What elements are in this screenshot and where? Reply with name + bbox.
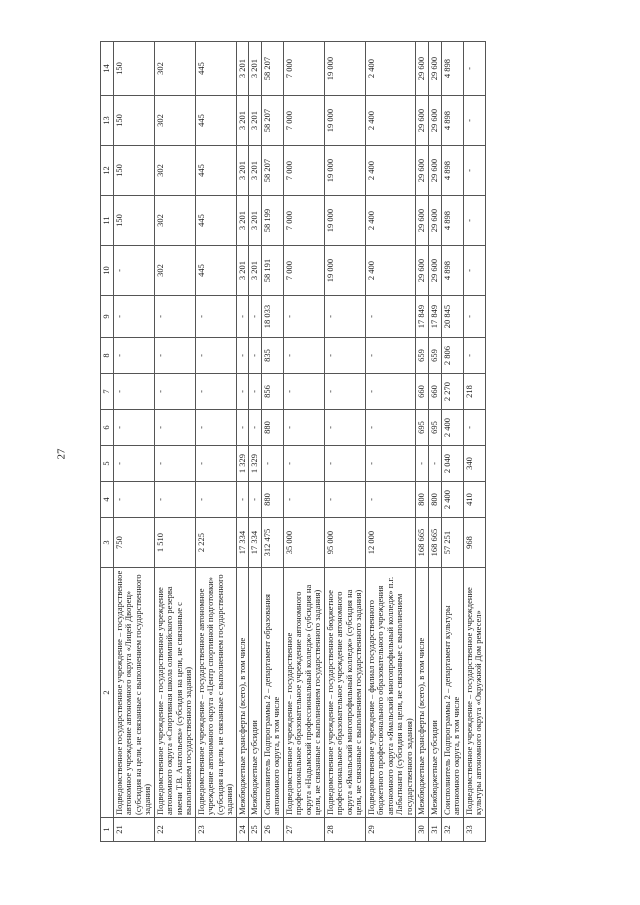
column-header: 2 [101,568,114,818]
value-cell: 7 000 [283,146,324,196]
row-number: 21 [113,818,154,842]
table-row [261,42,283,842]
column-header: 11 [101,196,114,246]
value-cell: - [428,446,441,482]
row-name: Межбюджетные трансферты (всего), в том числе [416,568,429,818]
value-cell: 20 845 [441,296,463,338]
value-cell: 445 [195,146,236,196]
value-cell: - [249,482,262,518]
value-cell: - [365,482,416,518]
value-cell: - [463,196,485,246]
value-cell: 19 000 [324,42,365,96]
value-cell: - [365,338,416,374]
value-cell: 3 201 [249,146,262,196]
value-cell: 2 225 [195,518,236,568]
value-cell: 3 201 [236,42,249,96]
value-cell: 660 [416,374,429,410]
value-cell: 150 [113,96,154,146]
table-row [428,42,441,842]
value-cell: - [236,374,249,410]
column-header: 4 [101,482,114,518]
value-cell: - [249,410,262,446]
value-cell: 150 [113,146,154,196]
table-row [249,42,262,842]
value-cell: 58 207 [261,42,283,96]
value-cell: 659 [428,338,441,374]
value-cell: 58 207 [261,146,283,196]
value-cell: 1 329 [249,446,262,482]
value-cell: 445 [195,96,236,146]
value-cell: 35 000 [283,518,324,568]
value-cell: - [365,374,416,410]
value-cell: 29 600 [416,96,429,146]
value-cell: - [324,338,365,374]
value-cell: 3 201 [236,146,249,196]
value-cell: - [463,96,485,146]
row-number: 23 [195,818,236,842]
value-cell: 4 898 [441,146,463,196]
table-row [441,42,463,842]
budget-table [100,41,486,842]
value-cell: - [113,246,154,296]
value-cell: - [236,338,249,374]
value-cell: - [365,296,416,338]
row-name: Подведомственное учреждение – филиал государственного бюджетного профессионального образовательного учреждения автономного округа «Ямальский многопрофильный колледж» п.г. Лабытнанги (субсидия на цели, не связанные с выполнением государственного задания) [365,568,416,818]
value-cell: 968 [463,518,485,568]
value-cell: - [195,482,236,518]
value-cell: - [463,296,485,338]
value-cell: 659 [416,338,429,374]
value-cell: - [324,296,365,338]
column-header: 14 [101,42,114,96]
row-name: Соисполнитель Подпрограммы 2 – департамент культуры автономного округа, в том числе [441,568,463,818]
value-cell: - [236,296,249,338]
value-cell: 29 600 [428,96,441,146]
value-cell: 58 199 [261,196,283,246]
value-cell: 58 191 [261,246,283,296]
table-row [365,42,416,842]
row-name: Подведомственное учреждение – государственное учреждение автономного округа «Спортивная школа олимпийского резерва имени Т.В. Анатольева» (субсидия на цели, не связанные с выполнением государственного задания) [154,568,195,818]
value-cell: 4 898 [441,42,463,96]
row-number: 27 [283,818,324,842]
value-cell: 695 [428,410,441,446]
value-cell: 29 600 [416,196,429,246]
value-cell: 218 [463,374,485,410]
value-cell: 2 400 [441,410,463,446]
value-cell: - [283,338,324,374]
row-name: Соисполнитель Подпрограммы 2 – департамент образования автономного округа, в том числе [261,568,283,818]
value-cell: - [154,296,195,338]
value-cell: 302 [154,196,195,246]
value-cell: - [195,410,236,446]
value-cell: - [463,146,485,196]
value-cell: 168 665 [428,518,441,568]
row-number: 28 [324,818,365,842]
value-cell: 856 [261,374,283,410]
header-row [101,42,114,842]
row-number: 26 [261,818,283,842]
value-cell: 660 [428,374,441,410]
value-cell: - [324,446,365,482]
value-cell: - [236,410,249,446]
table-row [416,42,429,842]
value-cell: 7 000 [283,196,324,246]
table-row [236,42,249,842]
value-cell: 445 [195,42,236,96]
value-cell: 150 [113,42,154,96]
value-cell: 3 201 [249,246,262,296]
value-cell: 2 400 [365,146,416,196]
row-name: Подведомственное государственное учреждение – государственное автономное учреждение автономного округа «Лицей Дворец» (субсидия на цели, не связанные с выполнением государственного задания) [113,568,154,818]
column-header: 6 [101,410,114,446]
value-cell: 19 000 [324,96,365,146]
table-row [324,42,365,842]
value-cell: - [463,246,485,296]
value-cell: - [195,446,236,482]
value-cell: 2 400 [365,96,416,146]
table-row [195,42,236,842]
column-header: 9 [101,296,114,338]
column-header: 7 [101,374,114,410]
row-number: 25 [249,818,262,842]
row-number: 33 [463,818,485,842]
value-cell: - [249,374,262,410]
value-cell: - [113,338,154,374]
column-header: 10 [101,246,114,296]
value-cell: - [154,338,195,374]
table-row [463,42,485,842]
column-header: 12 [101,146,114,196]
value-cell: 17 849 [428,296,441,338]
value-cell: - [324,410,365,446]
value-cell: 4 898 [441,196,463,246]
value-cell: 12 000 [365,518,416,568]
value-cell: - [365,446,416,482]
table-row [283,42,324,842]
value-cell: 4 898 [441,96,463,146]
value-cell: 7 000 [283,96,324,146]
value-cell: 800 [428,482,441,518]
value-cell: 17 334 [236,518,249,568]
value-cell: 302 [154,96,195,146]
value-cell: - [154,410,195,446]
value-cell: 2 040 [441,446,463,482]
value-cell: 29 600 [428,246,441,296]
value-cell: - [416,446,429,482]
column-header: 5 [101,446,114,482]
table-row [154,42,195,842]
value-cell: 1 329 [236,446,249,482]
value-cell: - [113,296,154,338]
row-name: Подведомственное учреждение – государственное бюджетное профессиональное образовательное учреждение автономного округа «Ямальский многопрофильный колледж» (субсидия на цели, не связанные с выполнением государственного задания) [324,568,365,818]
table-body [113,42,485,842]
value-cell: - [324,374,365,410]
value-cell: 18 033 [261,296,283,338]
value-cell: 695 [416,410,429,446]
value-cell: - [365,410,416,446]
value-cell: 3 201 [249,42,262,96]
value-cell: 3 201 [236,196,249,246]
value-cell: 29 600 [416,246,429,296]
value-cell: 445 [195,246,236,296]
row-number: 22 [154,818,195,842]
value-cell: - [195,296,236,338]
value-cell: - [283,482,324,518]
value-cell: - [113,482,154,518]
column-header: 3 [101,518,114,568]
value-cell: 2 270 [441,374,463,410]
value-cell: - [283,446,324,482]
value-cell: 29 600 [428,196,441,246]
value-cell: 29 600 [416,42,429,96]
value-cell: - [154,482,195,518]
column-header: 13 [101,96,114,146]
page-number: 27 [55,448,68,460]
value-cell: - [283,374,324,410]
value-cell: 17 334 [249,518,262,568]
row-number: 29 [365,818,416,842]
value-cell: 2 400 [441,482,463,518]
value-cell: - [324,482,365,518]
value-cell: - [249,296,262,338]
value-cell: - [463,338,485,374]
rotated-table-container [100,42,540,842]
row-name: Межбюджетные трансферты (всего), в том числе [236,568,249,818]
value-cell: 168 665 [416,518,429,568]
value-cell: 4 898 [441,246,463,296]
value-cell: 19 000 [324,146,365,196]
value-cell: 3 201 [249,96,262,146]
value-cell: 312 475 [261,518,283,568]
value-cell: - [113,446,154,482]
value-cell: 2 806 [441,338,463,374]
value-cell: 29 600 [428,42,441,96]
value-cell: 800 [416,482,429,518]
value-cell: - [195,338,236,374]
value-cell: - [463,410,485,446]
row-number: 32 [441,818,463,842]
row-name: Подведомственное учреждение – государственное учреждение культуры автономного округа «Окружной Дом ремесел» [463,568,485,818]
value-cell: - [283,296,324,338]
value-cell: 7 000 [283,246,324,296]
row-name: Межбюджетные субсидии [428,568,441,818]
value-cell: - [261,446,283,482]
value-cell: 2 400 [365,246,416,296]
value-cell: 2 400 [365,42,416,96]
value-cell: 58 207 [261,96,283,146]
row-name: Межбюджетные субсидии [249,568,262,818]
value-cell: 302 [154,146,195,196]
row-number: 30 [416,818,429,842]
value-cell: 95 000 [324,518,365,568]
column-header: 8 [101,338,114,374]
row-name: Подведомственное учреждение – государственное автономное учреждение автономного округа «Центр спортивной подготовки» (субсидия на цели, не связанные с выполнением государственного задания) [195,568,236,818]
value-cell: - [113,374,154,410]
value-cell: 57 251 [441,518,463,568]
value-cell: 17 849 [416,296,429,338]
value-cell: 1 510 [154,518,195,568]
row-number: 24 [236,818,249,842]
value-cell: 19 000 [324,246,365,296]
value-cell: 750 [113,518,154,568]
value-cell: 880 [261,482,283,518]
value-cell: - [249,338,262,374]
value-cell: 302 [154,42,195,96]
value-cell: 7 000 [283,42,324,96]
value-cell: - [236,482,249,518]
value-cell: - [283,410,324,446]
value-cell: 29 600 [428,146,441,196]
row-number: 31 [428,818,441,842]
value-cell: 3 201 [249,196,262,246]
value-cell: - [113,410,154,446]
value-cell: 410 [463,482,485,518]
value-cell: - [154,374,195,410]
table-row [113,42,154,842]
value-cell: 340 [463,446,485,482]
value-cell: - [463,42,485,96]
value-cell: 445 [195,196,236,246]
value-cell: 2 400 [365,196,416,246]
value-cell: 150 [113,196,154,246]
value-cell: - [154,446,195,482]
value-cell: 302 [154,246,195,296]
row-name: Подведомственное учреждение – государственное профессиональное образовательное учреждение автономного округа «Надымский профессиональный колледж» (субсидия на цели, не связанные с выполнением государственного задания) [283,568,324,818]
value-cell: - [195,374,236,410]
value-cell: 835 [261,338,283,374]
value-cell: 3 201 [236,96,249,146]
value-cell: 19 000 [324,196,365,246]
value-cell: 880 [261,410,283,446]
value-cell: 3 201 [236,246,249,296]
column-header: 1 [101,818,114,842]
value-cell: 29 600 [416,146,429,196]
